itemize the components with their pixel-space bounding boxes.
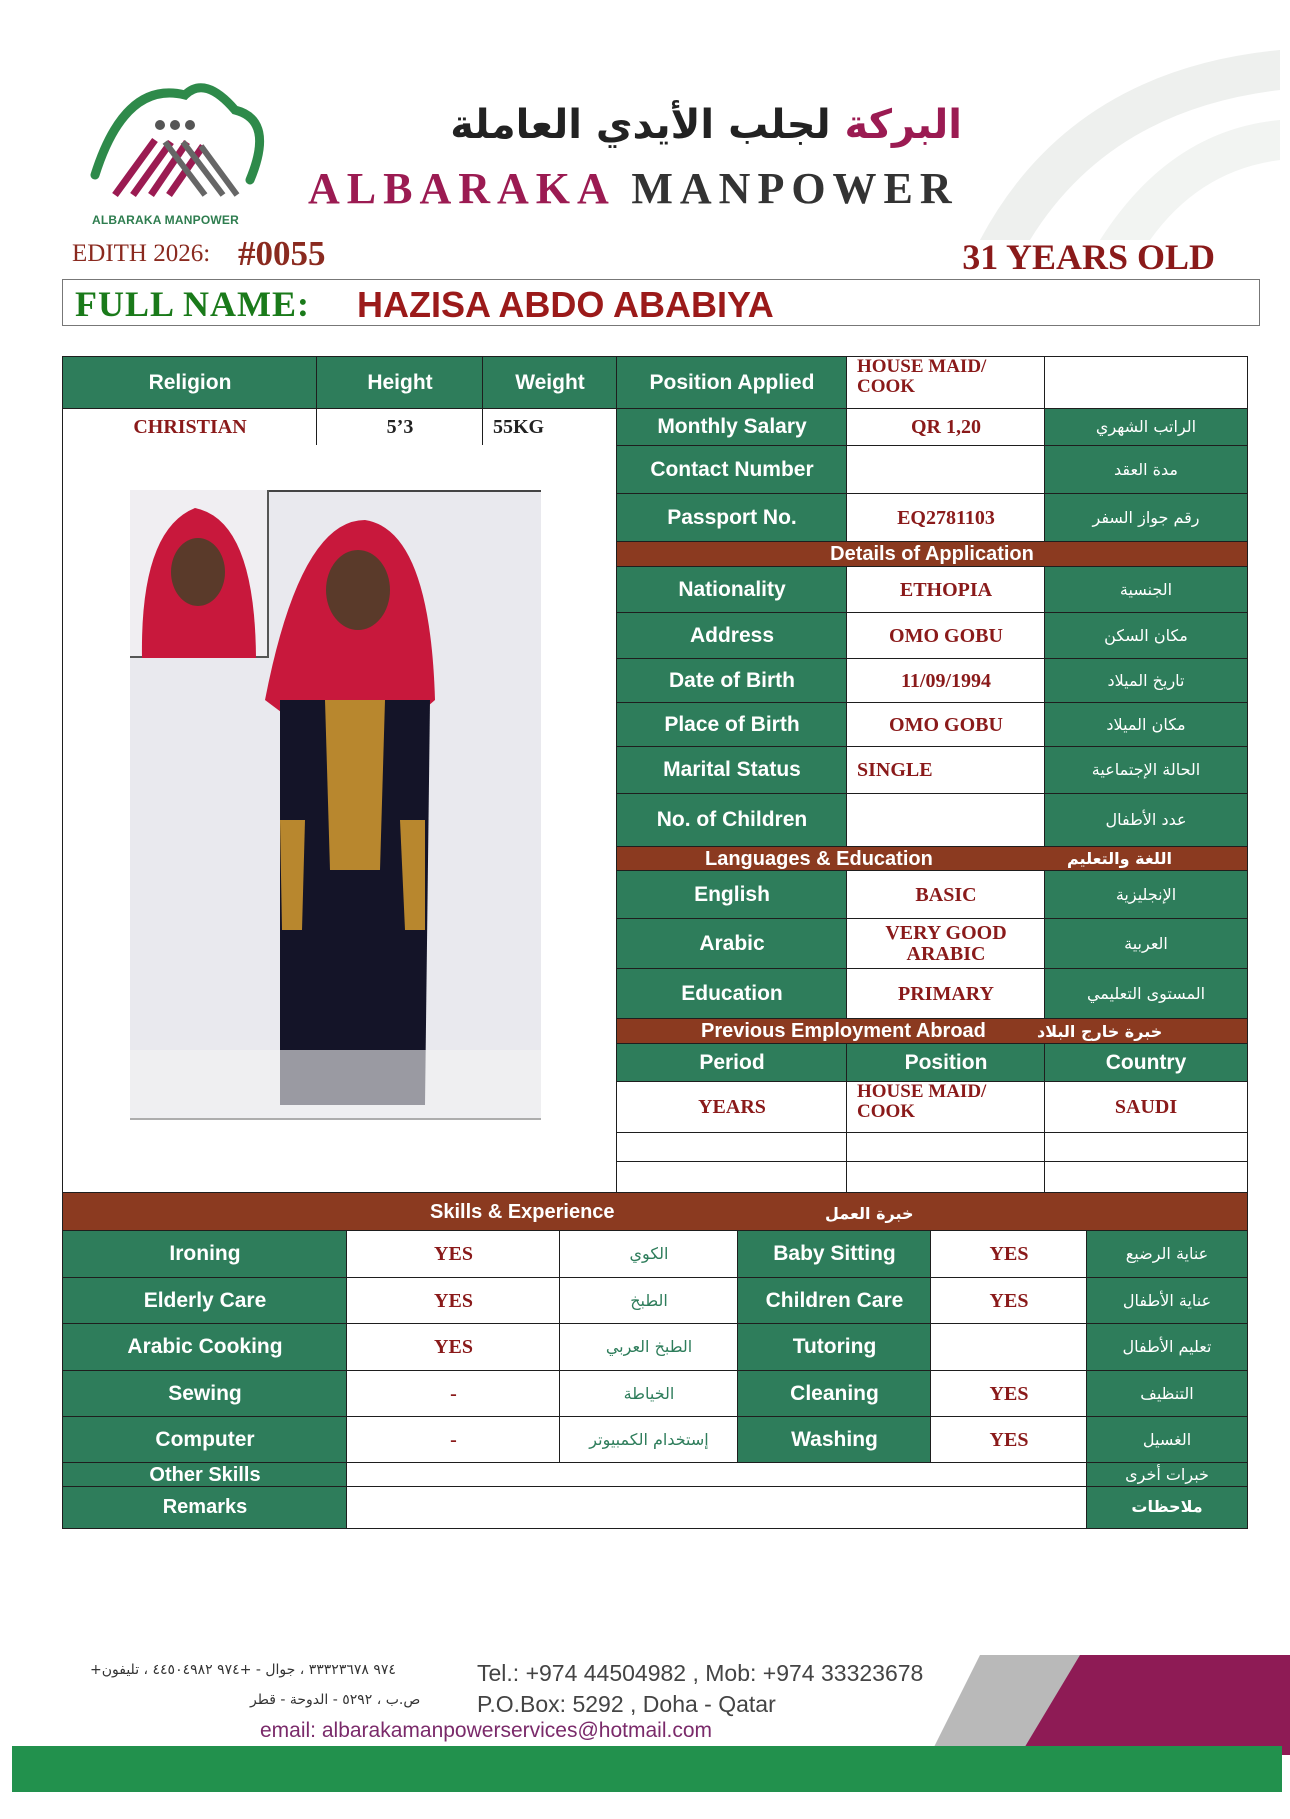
skill-value: YES <box>930 1277 1088 1325</box>
footer-address-arabic: ص.ب ، ٥٢٩٢ - الدوحة - قطر <box>250 1692 421 1708</box>
candidate-photo <box>130 490 541 1120</box>
reference-number: #0055 <box>238 234 326 273</box>
employment-band <box>616 1018 1248 1045</box>
weight-value: 55KG <box>482 408 618 447</box>
albaraka-logo-icon <box>85 70 285 230</box>
religion-value: CHRISTIAN <box>62 408 318 447</box>
details-label-ar: مكان السكن <box>1044 612 1248 660</box>
position-applied-label: Position Applied <box>616 356 848 410</box>
skill-label-ar: الطبخ العربي <box>559 1323 739 1372</box>
skill-value: YES <box>930 1370 1088 1418</box>
details-label: Date of Birth <box>616 658 848 704</box>
employment-position-header: Position <box>846 1043 1046 1083</box>
details-label-ar: الحالة الإجتماعية <box>1044 746 1248 795</box>
footer-decoration <box>930 1655 1290 1755</box>
skill-label-ar: الطبخ <box>559 1277 739 1325</box>
details-label: Marital Status <box>616 746 848 795</box>
employment-country-header: Country <box>1044 1043 1248 1083</box>
language-label: Education <box>616 968 848 1020</box>
details-label-ar: مكان الميلاد <box>1044 702 1248 748</box>
skill-label-ar: الكوي <box>559 1230 739 1279</box>
skill-label-ar: تعليم الأطفال <box>1086 1323 1248 1372</box>
logo-caption: ALBARAKA MANPOWER <box>92 213 239 227</box>
skills-band-title-ar: خبرة العمل <box>825 1204 914 1223</box>
company-name-english-1: ALBARAKA <box>308 164 614 213</box>
contact-number-label: Contact Number <box>616 445 848 495</box>
employment-band-title-ar: خبرة خارج البلاد <box>1037 1022 1163 1041</box>
full-name-box <box>62 279 1260 326</box>
employment-position-line2: COOK <box>857 1100 916 1122</box>
skill-label: Sewing <box>62 1370 348 1418</box>
language-label-ar: الإنجليزية <box>1044 870 1248 920</box>
details-label: Address <box>616 612 848 660</box>
edition-label: EDITH 2026: <box>72 240 211 267</box>
skill-label-ar: إستخدام الكمبيوتر <box>559 1416 739 1464</box>
details-value: OMO GOBU <box>846 612 1046 660</box>
monthly-salary-label: Monthly Salary <box>616 408 848 447</box>
monthly-salary-value: QR 1,20 <box>846 408 1046 447</box>
height-value: 5’3 <box>316 408 484 447</box>
skills-band-title: Skills & Experience <box>430 1200 615 1223</box>
languages-band-title-ar: اللغة والتعليم <box>1067 849 1172 868</box>
position-applied-value <box>846 356 1046 410</box>
language-label-ar: العربية <box>1044 918 1248 970</box>
details-value: SINGLE <box>846 746 1046 795</box>
skill-label-ar: عناية الأطفال <box>1086 1277 1248 1325</box>
details-label: Place of Birth <box>616 702 848 748</box>
skill-label-ar: عناية الرضيع <box>1086 1230 1248 1279</box>
details-value: ETHOPIA <box>846 566 1046 614</box>
skill-value: YES <box>346 1230 561 1279</box>
skill-value: YES <box>346 1277 561 1325</box>
language-value: PRIMARY <box>846 968 1046 1020</box>
company-name-arabic <box>302 102 962 148</box>
background-arch-decoration <box>950 30 1280 240</box>
other-skills-ar: خبرات أخرى <box>1086 1462 1248 1488</box>
remarks-value <box>346 1486 1088 1529</box>
skill-label-ar: التنظيف <box>1086 1370 1248 1418</box>
passport-label: Passport No. <box>616 493 848 543</box>
height-header: Height <box>316 356 484 410</box>
candidate-age: 31 YEARS OLD <box>962 237 1215 277</box>
skill-value: YES <box>346 1323 561 1372</box>
details-value: 11/09/1994 <box>846 658 1046 704</box>
details-label-ar: الجنسية <box>1044 566 1248 614</box>
contract-duration-ar: مدة العقد <box>1044 445 1248 495</box>
skill-label: Children Care <box>737 1277 932 1325</box>
passport-ar: رقم جواز السفر <box>1044 493 1248 543</box>
language-value <box>846 918 1046 970</box>
language-value-line2: ARABIC <box>906 943 986 965</box>
company-name-arabic-accent: البركة <box>844 102 962 148</box>
remarks-label: Remarks <box>62 1486 348 1529</box>
skill-value <box>930 1323 1088 1372</box>
details-band <box>616 541 1248 568</box>
employment-position-value <box>846 1081 1046 1134</box>
monthly-salary-ar: الراتب الشهري <box>1044 408 1248 447</box>
languages-band-title: Languages & Education <box>705 847 933 870</box>
employment-empty-cell <box>846 1132 1046 1163</box>
position-applied-line1: HOUSE MAID/ <box>857 356 987 377</box>
skill-value: - <box>346 1416 561 1464</box>
skill-label: Tutoring <box>737 1323 932 1372</box>
employment-band-title: Previous Employment Abroad <box>701 1020 986 1042</box>
other-skills-value <box>346 1462 1088 1488</box>
skill-value: YES <box>930 1230 1088 1279</box>
contact-number-value <box>846 445 1046 495</box>
details-label-ar: تاريخ الميلاد <box>1044 658 1248 704</box>
employment-period-value: YEARS <box>616 1081 848 1134</box>
skill-label: Washing <box>737 1416 932 1464</box>
company-name-english-2: MANPOWER <box>631 164 959 213</box>
employment-empty-cell <box>616 1161 848 1194</box>
languages-band <box>616 846 1248 872</box>
details-band-title: Details of Application <box>830 543 1034 565</box>
employment-empty-cell <box>846 1161 1046 1194</box>
full-name-label: FULL NAME: <box>75 284 310 324</box>
employment-empty-cell <box>1044 1132 1248 1163</box>
skill-label: Cleaning <box>737 1370 932 1418</box>
footer-phone-arabic: +٩٧٤ ٣٣٣٢٣٦٧٨ ، جوال - +٩٧٤ ٤٤٥٠٤٩٨٢ ، تليفون <box>90 1662 396 1678</box>
position-applied-extra <box>1044 356 1248 410</box>
position-applied-line2: COOK <box>857 375 916 397</box>
employment-position-line1: HOUSE MAID/ <box>857 1081 987 1102</box>
footer-address: P.O.Box: 5292 , Doha - Qatar <box>477 1691 776 1717</box>
skill-label: Baby Sitting <box>737 1230 932 1279</box>
details-label-ar: عدد الأطفال <box>1044 793 1248 848</box>
skills-band <box>62 1192 1248 1232</box>
details-label: Nationality <box>616 566 848 614</box>
skill-label: Elderly Care <box>62 1277 348 1325</box>
language-value: BASIC <box>846 870 1046 920</box>
cv-page <box>10 0 1280 1800</box>
company-name-arabic-rest: لجلب الأيدي العاملة <box>450 102 831 148</box>
footer-phone: Tel.: +974 44504982 , Mob: +974 33323678 <box>477 1660 924 1686</box>
language-label: Arabic <box>616 918 848 970</box>
passport-value: EQ2781103 <box>846 493 1046 543</box>
skill-value: - <box>346 1370 561 1418</box>
skill-label: Arabic Cooking <box>62 1323 348 1372</box>
footer-email-link[interactable]: email: albarakamanpowerservices@hotmail.com <box>260 1719 712 1742</box>
employment-country-value: SAUDI <box>1044 1081 1248 1134</box>
language-label: English <box>616 870 848 920</box>
company-name-english <box>308 163 959 214</box>
employment-empty-cell <box>616 1132 848 1163</box>
religion-header: Religion <box>62 356 318 410</box>
full-name-value: HAZISA ABDO ABABIYA <box>357 284 774 325</box>
language-label-ar: المستوى التعليمي <box>1044 968 1248 1020</box>
weight-header: Weight <box>482 356 618 410</box>
other-skills-label: Other Skills <box>62 1462 348 1488</box>
skill-label: Computer <box>62 1416 348 1464</box>
details-value: OMO GOBU <box>846 702 1046 748</box>
skill-value: YES <box>930 1416 1088 1464</box>
details-value <box>846 793 1046 848</box>
footer-bar <box>12 1746 1282 1792</box>
language-value-line1: VERY GOOD <box>885 922 1007 944</box>
skill-label-ar: الغسيل <box>1086 1416 1248 1464</box>
remarks-ar: ملاحظات <box>1086 1486 1248 1529</box>
skill-label: Ironing <box>62 1230 348 1279</box>
details-label: No. of Children <box>616 793 848 848</box>
employment-period-header: Period <box>616 1043 848 1083</box>
employment-empty-cell <box>1044 1161 1248 1194</box>
skill-label-ar: الخياطة <box>559 1370 739 1418</box>
